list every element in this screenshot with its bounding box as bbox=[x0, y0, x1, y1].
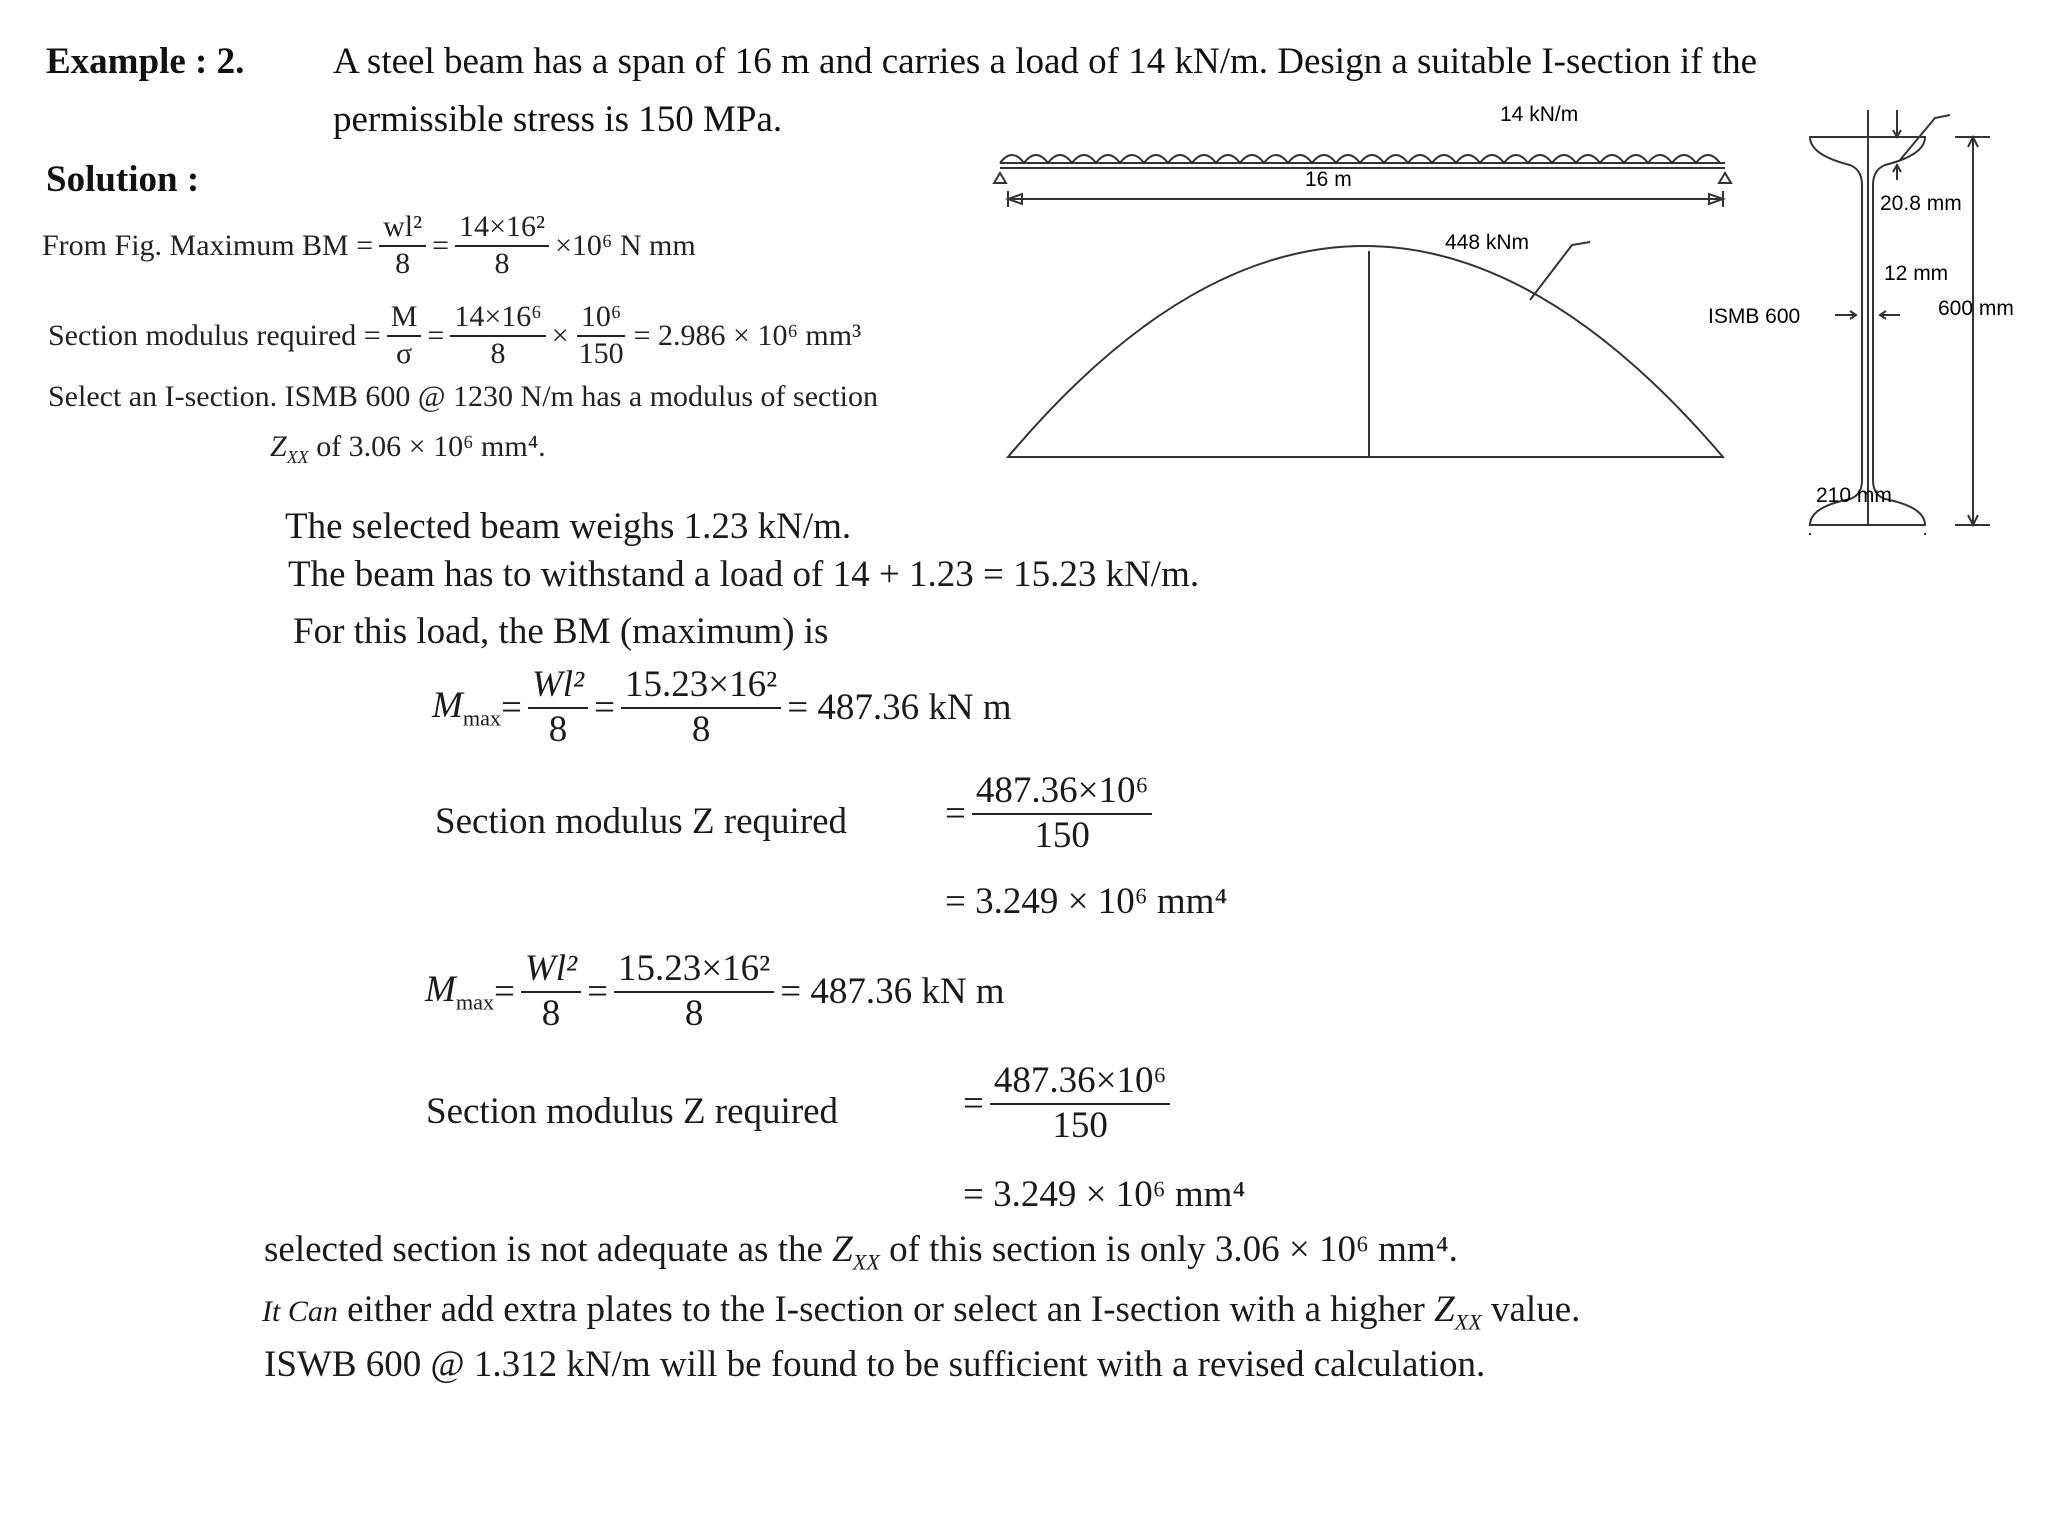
bm-label: From Fig. Maximum BM = bbox=[42, 228, 374, 262]
fraction bbox=[387, 300, 422, 371]
denominator: 8 bbox=[684, 992, 704, 1034]
conclusion-line-3: ISWB 600 @ 1.312 kN/m will be found to be sufficient with a revised calculation. bbox=[264, 1344, 1486, 1385]
conclusion-line-1 bbox=[264, 1228, 1458, 1275]
beam-figure bbox=[990, 95, 2048, 535]
equals: = bbox=[432, 228, 450, 262]
mmax-result: = 487.36 kN m bbox=[780, 971, 1005, 1013]
denominator: 8 bbox=[541, 992, 561, 1034]
z-label-2: Section modulus Z required bbox=[426, 1091, 839, 1132]
equals: = bbox=[427, 318, 445, 352]
z-symbol: Z bbox=[832, 1229, 853, 1270]
m: M bbox=[425, 968, 456, 1010]
denominator: 8 bbox=[395, 246, 411, 280]
m: M bbox=[432, 684, 463, 726]
bm-tail: ×10⁶ N mm bbox=[554, 228, 696, 262]
solution-label: Solution : bbox=[46, 159, 200, 200]
web-thickness-label: 12 mm bbox=[1884, 262, 1949, 285]
z-equation-2 bbox=[963, 1060, 1176, 1147]
fraction bbox=[990, 1060, 1171, 1147]
bm-max-label: 448 kNm bbox=[1445, 231, 1530, 254]
problem-line-1: A steel beam has a span of 16 m and carries a load of 14 kN/m. Design a suitable I-section if the bbox=[333, 41, 1758, 82]
numerator: 10⁶ bbox=[577, 300, 625, 337]
zxx-value: of 3.06 × 10⁶ mm⁴. bbox=[316, 430, 546, 463]
z-equation-1 bbox=[945, 770, 1158, 857]
fraction bbox=[528, 664, 588, 751]
mmax-equation-2 bbox=[425, 948, 1005, 1035]
max-bm-equation bbox=[42, 210, 696, 281]
z-result-2: = 3.249 × 10⁶ mm⁴ bbox=[963, 1174, 1246, 1215]
text: of this section is only 3.06 × 10⁶ mm⁴. bbox=[879, 1229, 1458, 1270]
text: The beam has to withstand bbox=[288, 554, 694, 595]
mmax-symbol bbox=[432, 684, 501, 731]
denominator: 8 bbox=[548, 708, 568, 750]
equals: = bbox=[594, 687, 615, 729]
mmax-result: = 487.36 kN m bbox=[787, 687, 1012, 729]
denominator: σ bbox=[395, 336, 413, 370]
revised-line-3: For this load, the BM (maximum) is bbox=[293, 611, 829, 652]
equals: = bbox=[945, 793, 966, 835]
numerator: Wl² bbox=[528, 664, 588, 709]
numerator: 487.36×10⁶ bbox=[972, 770, 1153, 815]
numerator: 15.23×16² bbox=[614, 948, 774, 993]
denominator: 150 bbox=[1052, 1104, 1108, 1146]
numerator: 14×16⁶ bbox=[450, 300, 545, 337]
fraction bbox=[614, 948, 774, 1035]
z-sub: XX bbox=[852, 1249, 880, 1275]
numerator: 487.36×10⁶ bbox=[990, 1060, 1171, 1105]
flange-thickness-label: 20.8 mm bbox=[1880, 192, 1962, 215]
max: max bbox=[455, 989, 495, 1015]
z-sub: XX bbox=[286, 447, 309, 467]
max: max bbox=[462, 705, 502, 731]
mmax-equation-1 bbox=[432, 664, 1012, 751]
fraction bbox=[379, 210, 426, 281]
section-label: ISMB 600 bbox=[1708, 305, 1801, 328]
denominator: 8 bbox=[490, 336, 506, 370]
fraction bbox=[455, 210, 549, 281]
numerator: 14×16² bbox=[455, 210, 549, 247]
i-section bbox=[1810, 110, 1990, 535]
times: × bbox=[551, 318, 569, 352]
text: selected section is not adequate as the bbox=[264, 1229, 833, 1270]
section-modulus-equation bbox=[48, 300, 861, 371]
revised-line-2 bbox=[288, 553, 1199, 596]
example-label: Example : 2. bbox=[46, 41, 245, 82]
load-label: 14 kN/m bbox=[1500, 103, 1579, 126]
fraction bbox=[621, 664, 781, 751]
fraction bbox=[521, 948, 581, 1035]
z-symbol: Z bbox=[1434, 1289, 1455, 1330]
text: a load of 14 + 1.23 = 15.23 kN/m. bbox=[693, 554, 1200, 595]
numerator: 15.23×16² bbox=[621, 664, 781, 709]
equals: = bbox=[963, 1083, 984, 1125]
denominator: 8 bbox=[691, 708, 711, 750]
z-symbol: Z bbox=[270, 430, 287, 463]
sm-result: = 2.986 × 10⁶ mm³ bbox=[633, 318, 862, 352]
numerator: Wl² bbox=[521, 948, 581, 993]
select-line: Select an I-section. ISMB 600 @ 1230 N/m has a modulus of section bbox=[48, 380, 879, 413]
revised-line-1: The selected beam weighs 1.23 kN/m. bbox=[285, 506, 852, 547]
denominator: 150 bbox=[578, 336, 624, 370]
sm-label: Section modulus required = bbox=[48, 318, 381, 352]
denominator: 150 bbox=[1034, 814, 1090, 856]
loaded-beam bbox=[994, 115, 1950, 457]
span-label: 16 m bbox=[1305, 168, 1352, 191]
equals: = bbox=[501, 687, 522, 729]
equals: = bbox=[587, 971, 608, 1013]
depth-label: 600 mm bbox=[1938, 297, 2014, 320]
problem-line-2: permissible stress is 150 MPa. bbox=[333, 99, 783, 140]
numerator: wl² bbox=[379, 210, 426, 247]
udl-load-arcs bbox=[1000, 155, 1720, 163]
z-label-1: Section modulus Z required bbox=[435, 801, 848, 842]
fraction bbox=[972, 770, 1153, 857]
mmax-symbol bbox=[425, 968, 494, 1015]
text: either add extra plates to the I-section or select an I-section with a higher bbox=[337, 1289, 1435, 1330]
numerator: M bbox=[387, 300, 422, 337]
italic-text: It Can bbox=[262, 1295, 338, 1328]
fraction bbox=[450, 300, 545, 371]
z-sub: XX bbox=[1454, 1309, 1482, 1335]
width-label: 210 mm bbox=[1816, 484, 1892, 507]
equals: = bbox=[494, 971, 515, 1013]
fraction bbox=[575, 300, 628, 371]
zxx-line bbox=[270, 430, 546, 468]
z-result-1: = 3.249 × 10⁶ mm⁴ bbox=[945, 881, 1228, 922]
denominator: 8 bbox=[494, 246, 510, 280]
text: value. bbox=[1481, 1289, 1581, 1330]
conclusion-line-2 bbox=[262, 1288, 1580, 1335]
